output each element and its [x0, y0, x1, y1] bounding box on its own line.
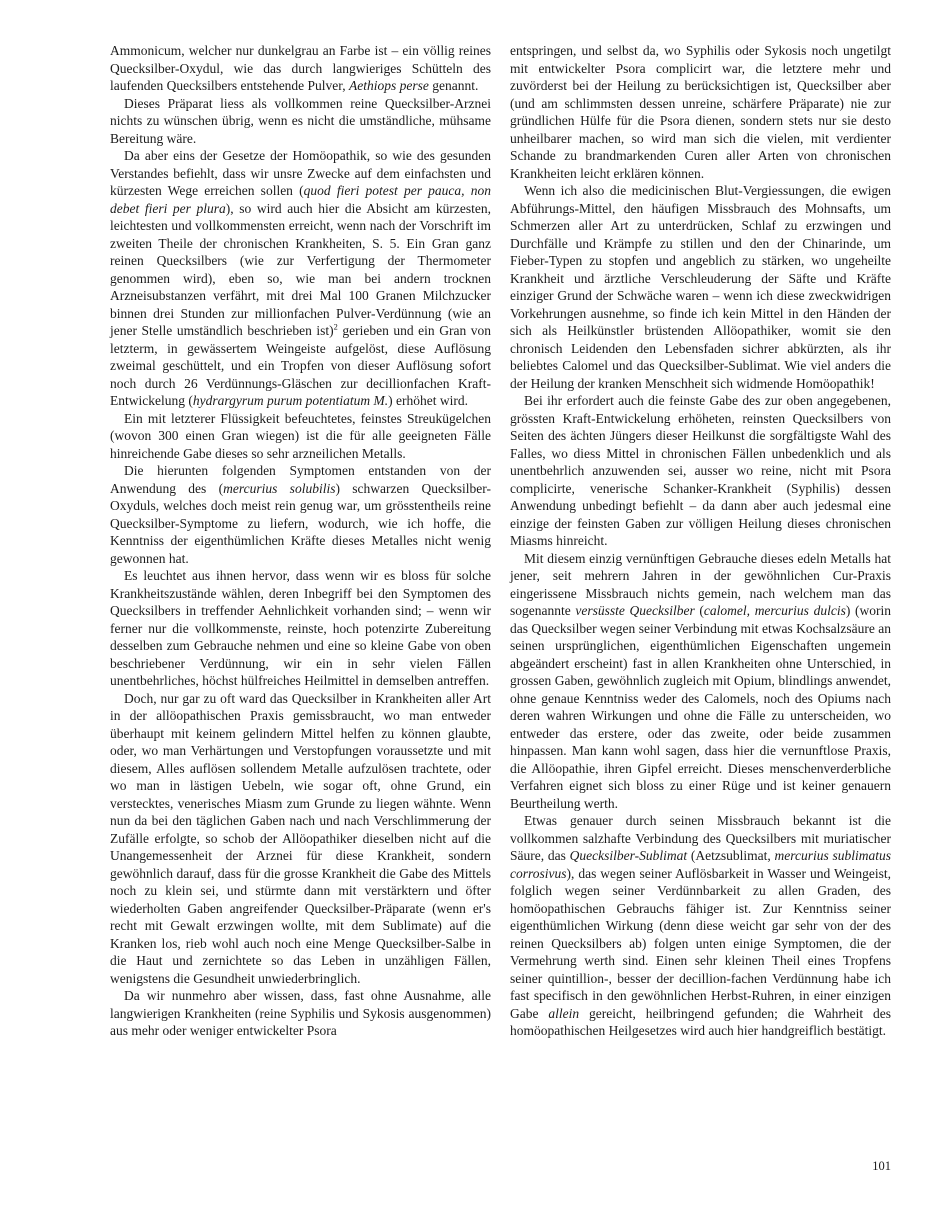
page-number: 101: [872, 1159, 891, 1173]
body-text: Doch, nur gar zu oft ward das Quecksilber in Krankheiten aller Art in der allöopathischen Praxis gemissbraucht, wo man entweder überhaupt mit keinem gelindern Mittel helfen zu können glaubte, oder, wo man Verhärtungen und Verstopfungen voraussetzte und mit diesem, Alles auflösen sollendem Metalle aufzulösen trachtete, oder wo man in lästigen Uebeln, wie sogar oft, ohne Grund, ein verstecktes, venerisches Miasm zum Grunde zu liegen wähnte. Wenn nun da bei den täglichen Gaben nach und nach Verschlimmerung der Zufälle erfolgte, so schob der Allöopathiker dieselben nicht auf die Unangemessenheit der Arznei für diese Krankheit, sondern gewöhnlich darauf, dass für die grosse Krankheit die Gabe des Mittels noch zu klein sei, und stürmte dann mit verstärktern und öfter wiederholten Gaben angreifender Quecksilber-Präparate (wenn er's recht mit Gewalt erzwingen wollte, mit dem Sublimate) auf die Kranken los, rieb wohl auch noch eine Menge Quecksilber-Salbe in die Haut und zernichtete so das Leben in unzähligen Fällen, wenigstens die Gesundheit unwiederbringlich.: [110, 690, 491, 986]
paragraph: [510, 812, 891, 1040]
paragraph: [110, 987, 491, 1040]
body-text: Da wir nunmehro aber wissen, dass, fast ohne Ausnahme, alle langwierigen Krankheiten (reine Syphilis und Sykosis ausgenommen) aus mehr oder weniger entwickelter Psora: [110, 988, 491, 1038]
italic-term: Quecksilber-Sublimat: [569, 848, 688, 863]
italic-term: hydrargyrum purum potentiatum M.: [192, 393, 389, 408]
body-text: Es leuchtet aus ihnen hervor, dass wenn wir es bloss für solche Krankheitszustände wählen, deren Inbegriff bei den Symptomen des Quecksilbers in treffender Aehnlichkeit vorhanden sind; – wenn wir ferner nur die vollkommenste, reinste, hoch potenzirte Zubereitung desselben zum Gebrauche nehmen und eine so kleine Gabe von oben beschriebener Verdünnung, wir ein in sehr vielen Fällen unentbehrliches, höchst hülfreiches Heilmittel in demselben antreffen.: [110, 568, 491, 688]
body-text: genannt.: [428, 78, 479, 93]
body-text: gerieben und ein Gran von letzterm, in gewässertem Weingeiste aufgelöst, diese Auflösung zweimal geschüttelt, und ein Tropfen von dieser Auflösung sofort noch durch 26 Verdünnungs-Gläschen zur decillionfachen Kraft-Entwickelung (: [110, 323, 491, 408]
body-text: Mit diesem einzig vernünftigen Gebrauche dieses edeln Metalls hat jener, seit mehrern Jahren in der gewöhnlichen Cur-Praxis eingerissene Missbrauch nichts gemein, nach welchem man das sogenannte: [510, 550, 891, 618]
body-text: (: [694, 603, 704, 618]
body-text: Ein mit letzterer Flüssigkeit befeuchtetes, feinstes Streukügelchen (wovon 300 einen Gran wiegen) ist die für alle geeigneten Fälle hinreichende Gabe dieses so sehr arzneilichen Metalls.: [110, 410, 491, 461]
left-column: [110, 42, 491, 1040]
paragraph: [110, 147, 491, 410]
paragraph: [110, 690, 491, 988]
paragraph: [510, 392, 891, 550]
body-text: Dieses Präparat liess als vollkommen reine Quecksilber-Arznei nichts zu wünschen übrig, wenn es nicht die umständliche, mühsame Bereitung wäre.: [110, 95, 491, 146]
paragraph: [510, 550, 891, 813]
body-text: Bei ihr erfordert auch die feinste Gabe des zur oben angegebenen, grössten Kraft-Entwickelung erhöheten, reinsten Quecksilbers von Seiten des ächten Jüngers dieser Heilkunst die sorgfältigste Wahl des Falles, wo diess Mittel in chronischen Fällen unbedenklich und als unentbehrlich anzuwenden sei, ausser wo reine, nicht mit Psora complicirte, venerische Schanker-Krankheit (Syphilis) dessen Anwendung unbedingt befiehlt – da dann aber auch jedesmal eine einzige der feinsten Gaben zur völligen Heilung dieses chronischen Miasms hinreicht.: [510, 393, 891, 548]
body-text: ) schwarzen Quecksilber-Oxyduls, welches doch meist rein genug war, um grösstentheils reine Quecksilber-Symptome zu liefern, wodurch, wie ich hoffe, die Kenntniss der eigenthümlichen Kräfte dieses Metalles nicht wenig gewonnen hat.: [110, 480, 491, 566]
italic-term: mercurius sublimatus corrosivus: [510, 848, 891, 881]
body-text: Ammonicum, welcher nur dunkelgrau an Farbe ist – ein völlig reines Quecksilber-Oxydul, wie das durch langwieriges Schütteln des laufenden Quecksilbers entstehende Pulver,: [110, 43, 491, 93]
italic-term: mercurius solubilis: [223, 480, 336, 496]
body-text: ) erhöhet wird.: [388, 393, 468, 408]
italic-term: calomel, mercurius dulcis: [703, 603, 846, 618]
italic-term: Aethiops perse: [349, 78, 429, 93]
italic-term: quod fieri potest per pauca, non debet fieri per plura: [110, 183, 491, 216]
paragraph: [510, 182, 891, 392]
paragraph: [510, 42, 891, 182]
right-column: [510, 42, 891, 1040]
italic-term: versüsste Quecksilber: [575, 603, 695, 618]
paragraph: [110, 567, 491, 690]
body-text: ), das wegen seiner Auflösbarkeit in Wasser und Weingeist, folglich wegen seiner Verdünnbarkeit zu allen Graden, des homöopathischen Gebrauchs fähiger ist. Zur Kenntniss seiner eigenthümlichen Wirkung (denn diese weicht gar sehr von der des reinen Quecksilbers ab) folgen unten einige Symptomen, die der Vermehrung werth sind. Einen sehr kleinen Theil eines Tropfens seiner quintillion-, besser der decillion-fachen Verdünnung habe ich fast specifisch in den gewöhnlichen Herbst-Ruhren, in einer einzigen Gabe: [510, 865, 891, 1021]
body-text: Etwas genauer durch seinen Missbrauch bekannt ist die vollkommen salzhafte Verbindung des Quecksilbers mit muriatischer Säure, das: [510, 813, 891, 863]
body-text: (Aetzsublimat,: [687, 848, 775, 863]
text-columns: [110, 42, 891, 1040]
body-text: entspringen, und selbst da, wo Syphilis oder Sykosis noch ungetilgt mit entwickelter Psora complicirt war, die letztere mehr und zuvörderst bei der Heilung zu berücksichtigen ist, Quecksilber aber (und am schlimmsten dessen unreine, schärfere Präparate) nie zur gründlichen Hülfe für die Psora dienen, sondern stets nur sie desto unheilbarer machen, so wird man sich die vielen, mit verdienter Schande zu brandmarkenden Curen aller Arten von chronischen Krankheiten leicht erklären können.: [510, 43, 891, 181]
body-text: ) (worin das Quecksilber wegen seiner Verbindung mit etwas Kochsalzsäure an seinen ursprünglichen, eigenthümlichen Eigenschaften ungemein abgeändert erscheint) fast in allen Krankheiten ohne Unterschied, in grossen Gaben, gewöhnlich zugleich mit Opium, blindlings anwendet, ohne genaue Kenntniss weder des Calomels, noch des Opiums nach deren wahren Wirkungen und ohne die Fälle zu unterscheiden, wo entweder das erstere, oder das zweite, oder beide zusammen hinpassen. Man kann wohl sagen, dass hier die vernunftlose Praxis, die Allöopathie, ihren Gipfel erreicht. Dieses menschenverderbliche Verfahren eignet sich bloss zu einer Rüge und ist keiner genauern Beurtheilung werth.: [510, 603, 891, 811]
paragraph: [110, 42, 491, 95]
body-text: Wenn ich also die medicinischen Blut-Vergiessungen, die ewigen Abführungs-Mittel, den häufigen Missbrauch des Mohnsafts, um Schmerzen aller Art zu unterdrücken, Schlaf zu erzwingen und Durchfälle und Krämpfe zu stillen und den der Chinarinde, um Fieber-Typen zu stopfen und angeblich zu stärken, wo ungeheilte Krankheit und ärztliche Verschleuderung der Säfte und Kräfte einziger Grund der Schwäche waren – wenn ich diese zweckwidrigen Vorkehrungen ausnehme, so finde ich kein Mittel in den Händen der sich als Heilkünstler brüstenden Allöopathiker, womit sie den chronisch Leidenden den Lebensfaden sichrer abkürzten, als ihr beliebtes Calomel und das Quecksilber-Sublimat. Wie viel anders die der Heilung der kranken Menschheit sich widmende Homöopathik!: [510, 183, 891, 391]
body-text: gereicht, heilbringend gefunden; die Wahrheit des homöopathischen Heilgesetzes wird auch hier handgreiflich bestätigt.: [510, 1005, 891, 1038]
paragraph: [110, 410, 491, 463]
footnote-reference: 2: [333, 322, 338, 332]
paragraph: [110, 462, 491, 567]
italic-term: allein: [548, 1005, 580, 1021]
body-text: Da aber eins der Gesetze der Homöopathik, so wie des gesunden Verstandes befiehlt, dass wir unsre Zwecke auf dem einfachsten und kürzesten Wege erreichen sollen (: [110, 148, 491, 198]
body-text: Die hierunten folgenden Symptomen entstanden von der Anwendung des (: [110, 463, 491, 496]
body-text: ), so wird auch hier die Absicht am kürzesten, leichtesten und vollkommensten erreicht, wenn nach der Vorschrift im zweiten Theile der chronischen Krankheiten, S. 5. Ein Gran ganz reinen Quecksilbers (wie zur Verfertigung der Thermometer genommen wird), eben so, wie man bei andern trocknen Arzneisubstanzen verfährt, mit drei Mal 100 Granen Milchzucker binnen drei Stunden zur millionfachen Pulver-Verdünnung (wie an jener Stelle umständlich beschrieben ist): [110, 200, 491, 338]
paragraph: [110, 95, 491, 148]
